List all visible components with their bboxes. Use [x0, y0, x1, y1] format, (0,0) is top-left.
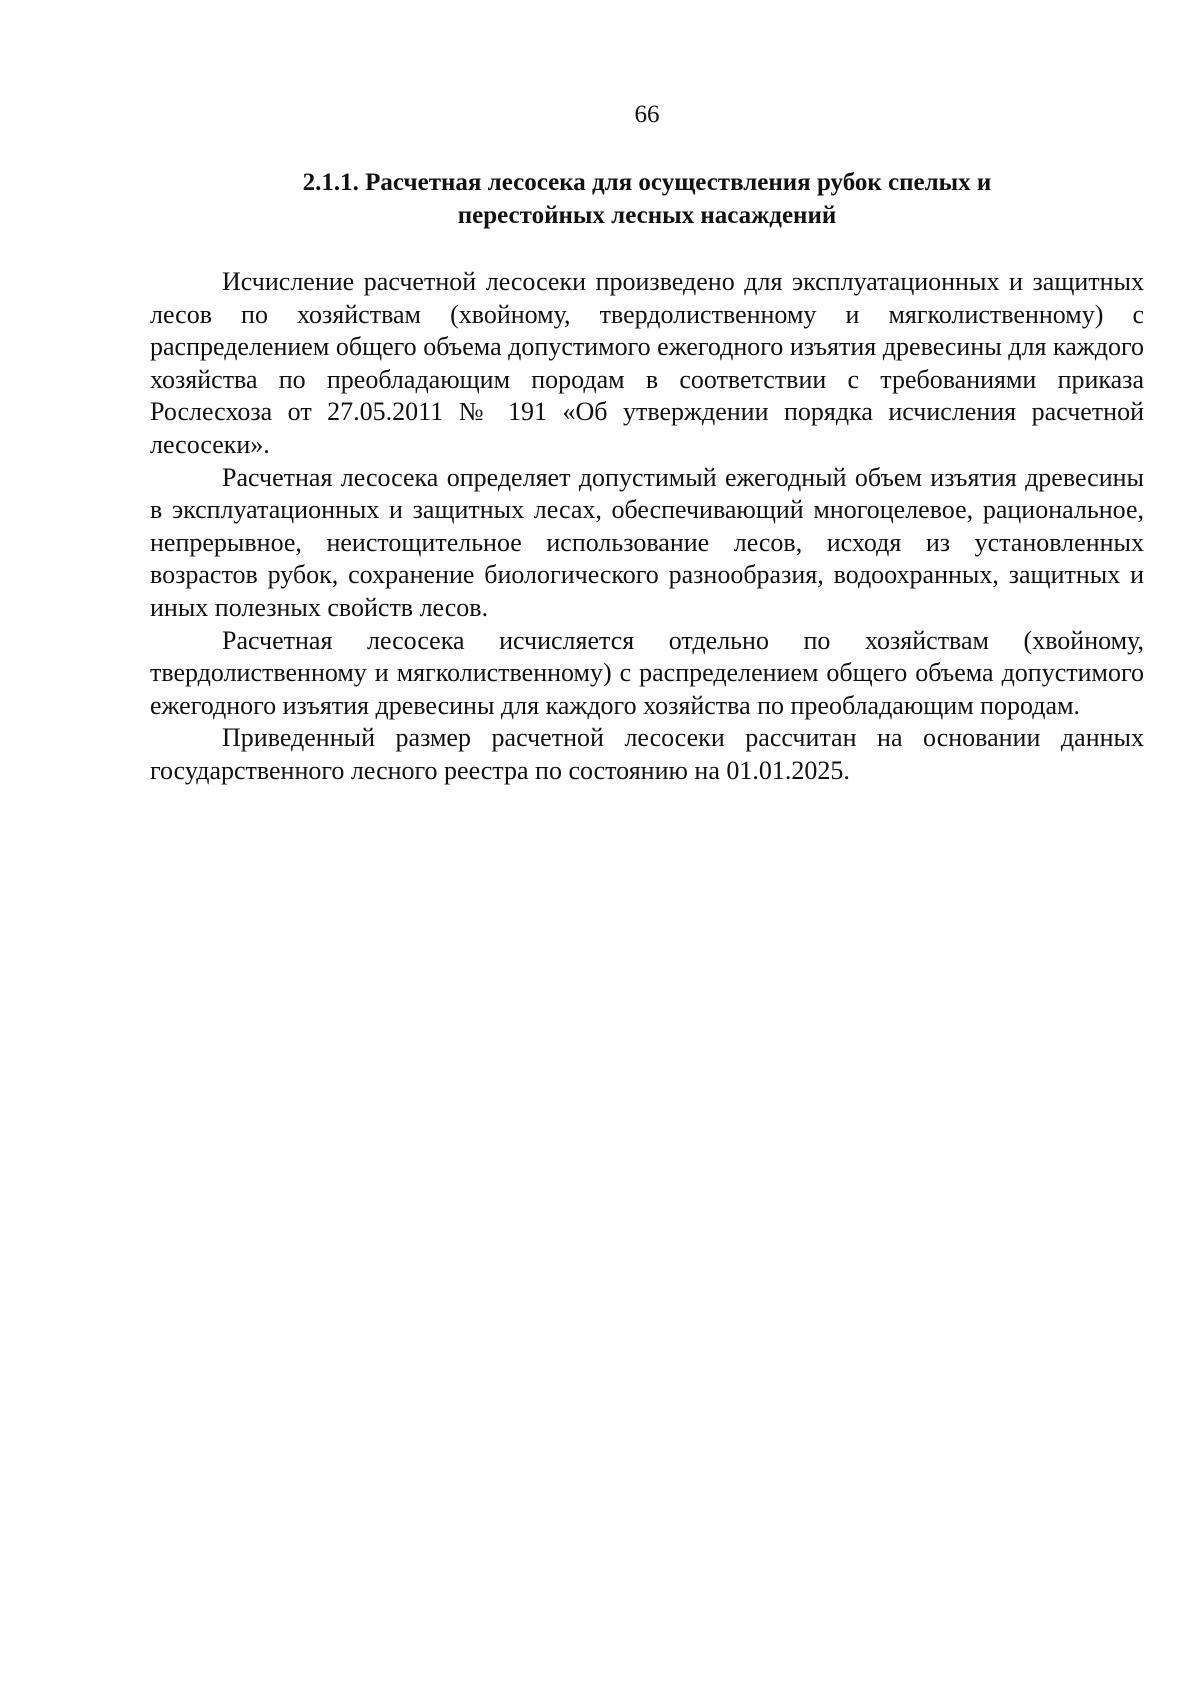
section-heading-line-2: перестойных лесных насаждений: [457, 202, 837, 229]
paragraph: Приведенный размер расчетной лесосеки рассчитан на основании данных государственного лесного реестра по состоянию на 01.01.2025.: [150, 723, 1144, 785]
body-text: [150, 266, 1144, 788]
paragraph: Исчисление расчетной лесосеки произведено для эксплуатационных и защитных лесов по хозяйствам (хвойному, твердолиственному и мягколиственному) с распределением общего объема допустимого ежегодного изъятия древесины для каждого хозяйства по преобладающим породам в соответствии с требованиями приказа Рослесхоза от 27.05.2011 № 191 «Об утверждении порядка исчисления расчетной лесосеки».: [150, 267, 1144, 459]
section-heading: [150, 166, 1144, 232]
page-number: 66: [634, 101, 660, 128]
paragraph: Расчетная лесосека исчисляется отдельно по хозяйствам (хвойному, твердолиственному и мягколиственному) с распределением общего объема допустимого ежегодного изъятия древесины для каждого хозяйства по преобладающим породам.: [150, 625, 1144, 720]
section-heading-line-1: 2.1.1. Расчетная лесосека для осуществления рубок спелых и: [302, 169, 992, 196]
paragraph: Расчетная лесосека определяет допустимый ежегодный объем изъятия древесины в эксплуатационных и защитных лесах, обеспечивающий многоцелевое, рациональное, непрерывное, неистощительное использование лесов, исходя из установленных возрастов рубок, сохранение биологического разнообразия, водоохранных, защитных и иных полезных свойств лесов.: [150, 462, 1144, 622]
